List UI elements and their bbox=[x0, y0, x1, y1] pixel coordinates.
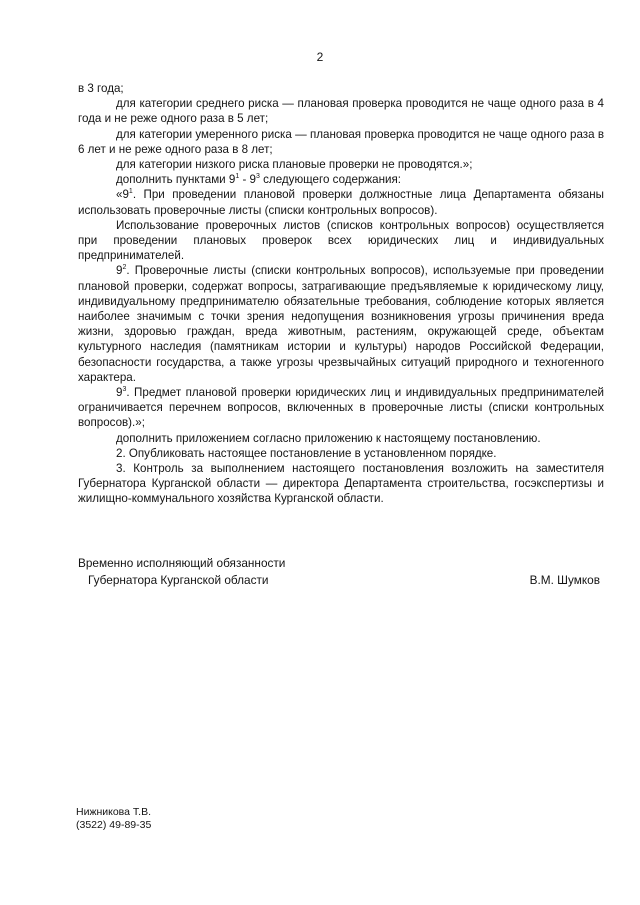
paragraph bbox=[78, 187, 604, 217]
paragraph-text: «9 bbox=[116, 188, 129, 202]
paragraph-text: дополнить пунктами 9 bbox=[116, 173, 236, 187]
paragraph-text: - 9 bbox=[239, 173, 256, 187]
executor-contact bbox=[76, 806, 151, 832]
superscript: 3 bbox=[122, 386, 127, 394]
superscript: 1 bbox=[235, 173, 240, 181]
paragraph bbox=[78, 127, 604, 157]
paragraph-text: 3. Контроль за выполнением настоящего постановления возложить на заместителя Губернатора Курганской области — директора Департамента строительства, госэкспертизы и жилищно-коммунального хозяйства Курганской области. bbox=[78, 462, 604, 506]
paragraph-text: для категории среднего риска — плановая проверка проводится не чаще одного раза в 4 года и не реже одного раза в 5 лет; bbox=[78, 97, 604, 126]
paragraph bbox=[78, 431, 604, 446]
paragraph-text: . Проверочные листы (списки контрольных вопросов), используемые при проведении плановой проверки, содержат вопросы, затрагивающие предъявляемые к юридическому лицу, индивидуальному предпринимателю обязательные требования, соблюдение которых является наиболее значимым с точки зрения недопущения возникновения угрозы причинения вреда жизни, здоровью граждан, вреда животным, растениям, окружающей среде, объектам культурного наследия (памятникам истории и культуры) народов Российской Федерации, безопасности государства, а также угрозы чрезвычайных ситуаций природного и техногенного характера. bbox=[78, 264, 604, 384]
paragraph-text: 9 bbox=[116, 264, 123, 278]
signature-block bbox=[78, 555, 604, 589]
superscript: 3 bbox=[256, 173, 260, 181]
paragraph-text: . Предмет плановой проверки юридических лиц и индивидуальных предпринимателей ограничивается перечнем вопросов, включенных в проверочные листы (списки контрольных вопросов).»; bbox=[78, 386, 604, 430]
paragraph-text: 2. Опубликовать настоящее постановление в установленном порядке. bbox=[116, 446, 497, 460]
paragraph-text: в 3 года; bbox=[78, 82, 124, 95]
paragraph bbox=[78, 218, 604, 264]
signatory-office: Губернатора Курганской области bbox=[88, 573, 269, 587]
signatory-position: Временно исполняющий обязанности bbox=[78, 556, 286, 570]
paragraph-text: для категории умеренного риска — плановая проверка проводится не чаще одного раза в 6 лет и не реже одного раза в 8 лет; bbox=[78, 127, 604, 156]
page-number: 2 bbox=[316, 50, 324, 64]
paragraph-text: дополнить приложением согласно приложению к настоящему постановлению. bbox=[116, 431, 541, 445]
superscript: 2 bbox=[122, 264, 127, 272]
paragraph bbox=[78, 172, 604, 187]
paragraph-text: 9 bbox=[116, 386, 123, 400]
paragraph-text: следующего содержания: bbox=[259, 173, 402, 187]
paragraph bbox=[78, 263, 604, 385]
executor-name: Нижникова Т.В. bbox=[76, 806, 151, 818]
paragraph bbox=[78, 385, 604, 431]
paragraph bbox=[78, 157, 604, 172]
signatory-name: В.М. Шумков bbox=[529, 573, 600, 587]
superscript: 1 bbox=[128, 188, 133, 196]
paragraph bbox=[78, 81, 604, 96]
executor-phone: (3522) 49-89-35 bbox=[76, 819, 152, 831]
paragraph-text: . При проведении плановой проверки должностные лица Департамента обязаны использовать проверочные листы (списки контрольных вопросов). bbox=[78, 188, 604, 217]
paragraph bbox=[78, 96, 604, 126]
paragraph-text: для категории низкого риска плановые проверки не проводятся.»; bbox=[116, 158, 473, 172]
document-body bbox=[78, 81, 604, 507]
paragraph-text: Использование проверочных листов (списков контрольных вопросов) осуществляется при проведении плановых проверок всех юридических лиц и индивидуальных предпринимателей. bbox=[78, 218, 604, 263]
paragraph bbox=[78, 446, 604, 461]
paragraph bbox=[78, 461, 604, 507]
